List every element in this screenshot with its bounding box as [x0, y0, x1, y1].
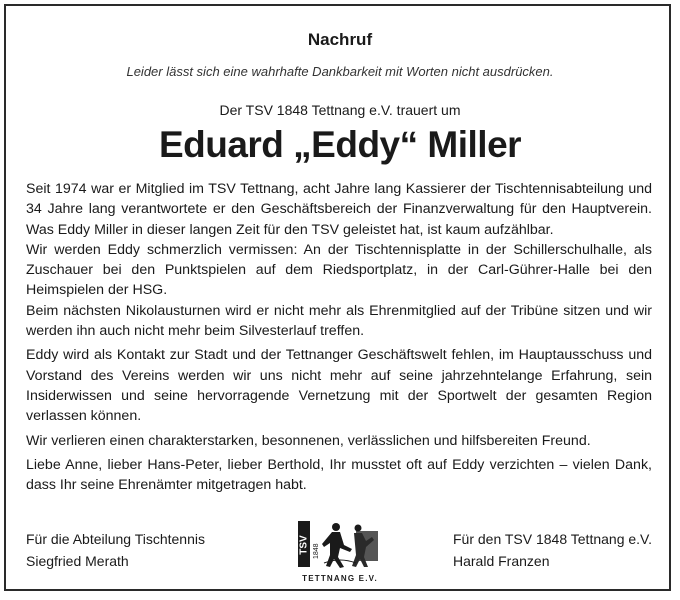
notice-heading: Nachruf: [307, 30, 373, 49]
body-paragraph: Seit 1974 war er Mitglied im TSV Tettnang, acht Jahre lang Kassierer der Tischtennisabteilung und 34 Jahre lang verantwortete er den Geschäftsbereich der Finanzverwaltung für den Hauptverein. Was Eddy Miller in dieser langen Zeit für den TSV geleistet hat, ist kaum aufzählbar.: [26, 181, 652, 238]
signature-right: [453, 528, 652, 572]
logo-letters: TSV: [298, 535, 310, 555]
tsv-emblem-icon: [294, 519, 386, 571]
body-paragraph: Liebe Anne, lieber Hans-Peter, lieber Berthold, Ihr musstet oft auf Eddy verzichten – vielen Dank, dass Ihr seine Ehrenämter mitgetragen habt.: [26, 456, 652, 494]
body-paragraph: Beim nächsten Nikolausturnen wird er nicht mehr als Ehrenmitglied auf der Tribüne sitzen und wir werden ihn auch nicht mehr beim Silvesterlauf treffen.: [26, 302, 652, 340]
signature-right-role: Für den TSV 1848 Tettnang e.V.: [452, 531, 652, 547]
obituary-body: [26, 179, 652, 499]
body-paragraph: Wir verlieren einen charakterstarken, besonnenen, verlässlichen und hilfsbereiten Freund.: [26, 432, 591, 449]
body-paragraph: Wir werden Eddy schmerzlich vermissen: An der Tischtennisplatte in der Schillerschulhalle, als Zuschauer bei den Punktspielen auf dem Riedsportplatz, in der Carl-Gührer-Halle bei den Heimspielen der HSG.: [26, 241, 652, 299]
signature-left: [26, 528, 205, 572]
signature-left-role: Für die Abteilung Tischtennis: [26, 531, 205, 547]
logo-year: 1848: [313, 543, 320, 559]
body-paragraph: Eddy wird als Kontakt zur Stadt und der Tettnanger Geschäftswelt fehlen, im Hauptausschuss und Vorstand des Vereins werden wir uns nicht mehr auf seine jahrzehntelange Erfahrung, sein Insiderwissen und seine hervorragende Vernetzung mit der Sportwelt der gesamten Region verlassen können.: [26, 347, 652, 425]
logo-caption: TETTNANG E.V.: [302, 574, 378, 583]
signature-right-person: Harald Franzen: [452, 553, 550, 569]
notice-intro: Der TSV 1848 Tettnang e.V. trauert um: [219, 102, 461, 118]
deceased-name: Eduard „Eddy“ Miller: [158, 124, 522, 165]
notice-motto: Leider lässt sich eine wahrhafte Dankbarkeit mit Worten nicht ausdrücken.: [126, 64, 554, 79]
tsv-club-logo-icon: [294, 519, 386, 583]
signature-left-person: Siegfried Merath: [26, 553, 129, 569]
